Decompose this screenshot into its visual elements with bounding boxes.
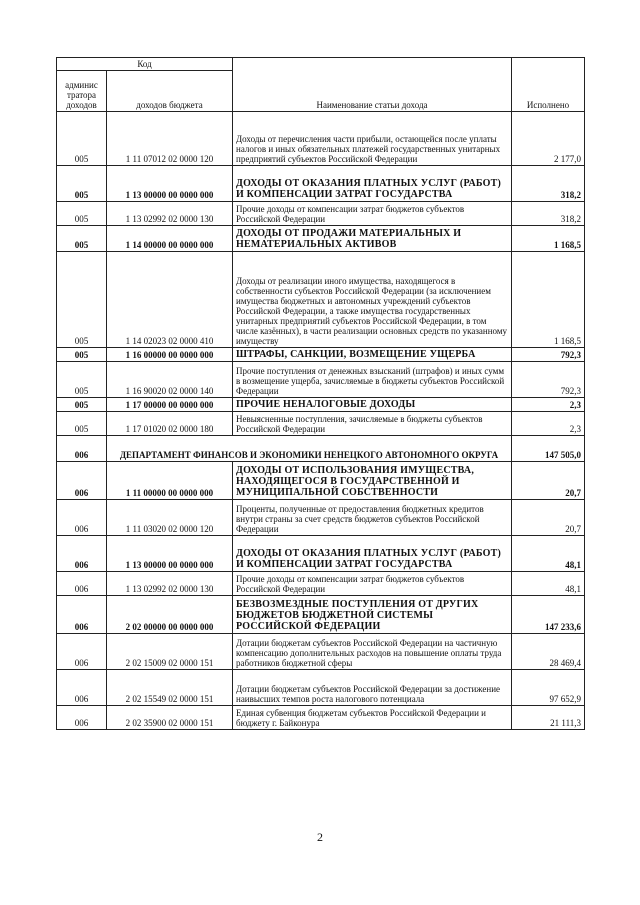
income-code-cell: 1 13 02992 02 0000 130 <box>107 202 233 226</box>
admin-code-cell: 005 <box>57 252 107 348</box>
header-name: Наименование статьи дохода <box>233 58 512 112</box>
admin-code-cell: 005 <box>57 202 107 226</box>
income-name-cell: Прочие доходы от компенсации затрат бюджетов субъектов Российской Федерации <box>233 572 512 596</box>
admin-code-cell: 005 <box>57 112 107 166</box>
page-number: 2 <box>317 830 323 844</box>
income-name-cell: ДОХОДЫ ОТ ПРОДАЖИ МАТЕРИАЛЬНЫХ И НЕМАТЕРИАЛЬНЫХ АКТИВОВ <box>233 226 512 252</box>
income-name-cell: Невыясненные поступления, зачисляемые в бюджеты субъектов Российской Федерации <box>233 412 512 436</box>
income-name-cell: Дотации бюджетам субъектов Российской Федерации на частичную компенсацию дополнительных расходов на повышение оплаты труда работников бюджетной сферы <box>233 634 512 670</box>
admin-code-cell: 006 <box>57 670 107 706</box>
admin-code-cell: 006 <box>57 436 107 462</box>
table-row <box>57 398 585 412</box>
table-row <box>57 596 585 634</box>
admin-code-cell: 005 <box>57 412 107 436</box>
admin-code-cell: 006 <box>57 462 107 500</box>
income-code-cell: 1 16 00000 00 0000 000 <box>107 348 233 362</box>
admin-code-cell: 006 <box>57 634 107 670</box>
income-name-cell: Дотации бюджетам субъектов Российской Федерации за достижение наивысших темпов роста налогового потенциала <box>233 670 512 706</box>
income-name-cell: ДОХОДЫ ОТ ОКАЗАНИЯ ПЛАТНЫХ УСЛУГ (РАБОТ) И КОМПЕНСАЦИИ ЗАТРАТ ГОСУДАРСТВА <box>233 536 512 572</box>
table-row-department <box>57 436 585 462</box>
income-code-cell: 1 11 00000 00 0000 000 <box>107 462 233 500</box>
income-code-cell: 1 17 00000 00 0000 000 <box>107 398 233 412</box>
admin-code-cell: 005 <box>57 166 107 202</box>
table-row <box>57 252 585 348</box>
executed-value-cell: 20,7 <box>512 462 585 500</box>
table-row <box>57 462 585 500</box>
table-row <box>57 706 585 730</box>
income-code-cell: 1 11 03020 02 0000 120 <box>107 500 233 536</box>
income-name-cell: ШТРАФЫ, САНКЦИИ, ВОЗМЕЩЕНИЕ УЩЕРБА <box>233 348 512 362</box>
income-code-cell: 1 13 00000 00 0000 000 <box>107 166 233 202</box>
executed-value-cell: 20,7 <box>512 500 585 536</box>
table-row <box>57 412 585 436</box>
income-name-cell: Доходы от реализации иного имущества, находящегося в собственности субъектов Российской Федерации (за исключением имущества бюджетных и автономных учреждений субъектов Российской Федерации, а также имущества государственных унитарных предприятий субъектов Российской Федерации, в том числе казённых), в части реализации основных средств по указанному имуществу <box>233 252 512 348</box>
table-row <box>57 226 585 252</box>
executed-value-cell: 1 168,5 <box>512 226 585 252</box>
admin-code-cell: 005 <box>57 362 107 398</box>
table-header <box>57 58 585 112</box>
executed-value-cell: 792,3 <box>512 362 585 398</box>
header-code: Код <box>57 58 233 71</box>
income-name-cell: БЕЗВОЗМЕЗДНЫЕ ПОСТУПЛЕНИЯ ОТ ДРУГИХ БЮДЖЕТОВ БЮДЖЕТНОЙ СИСТЕМЫ РОССИЙСКОЙ ФЕДЕРАЦИИ <box>233 596 512 634</box>
table-row <box>57 500 585 536</box>
admin-code-cell: 005 <box>57 226 107 252</box>
income-code-cell: 1 16 90020 02 0000 140 <box>107 362 233 398</box>
table-row <box>57 670 585 706</box>
income-name-cell: ПРОЧИЕ НЕНАЛОГОВЫЕ ДОХОДЫ <box>233 398 512 412</box>
executed-value-cell: 318,2 <box>512 166 585 202</box>
income-code-cell: 1 11 07012 02 0000 120 <box>107 112 233 166</box>
income-name-cell: Проценты, полученные от предоставления бюджетных кредитов внутри страны за счет средств бюджетов субъектов Российской Федерации <box>233 500 512 536</box>
executed-value-cell: 21 111,3 <box>512 706 585 730</box>
income-name-cell: Доходы от перечисления части прибыли, остающейся после уплаты налогов и иных обязательных платежей государственных унитарных предприятий субъектов Российской Федерации <box>233 112 512 166</box>
header-executed: Исполнено <box>512 58 585 112</box>
executed-value-cell: 48,1 <box>512 536 585 572</box>
executed-value-cell: 28 469,4 <box>512 634 585 670</box>
admin-code-cell: 006 <box>57 572 107 596</box>
income-code-cell: 2 02 15009 02 0000 151 <box>107 634 233 670</box>
executed-value-cell: 48,1 <box>512 572 585 596</box>
income-code-cell: 1 14 02023 02 0000 410 <box>107 252 233 348</box>
table-body <box>57 112 585 730</box>
header-admin: админис тратора доходов <box>57 71 107 112</box>
admin-code-cell: 006 <box>57 706 107 730</box>
table-row <box>57 202 585 226</box>
table-row <box>57 634 585 670</box>
table-row <box>57 348 585 362</box>
executed-value-cell: 318,2 <box>512 202 585 226</box>
income-name-cell: Единая субвенция бюджетам субъектов Российской Федерации и бюджету г. Байконура <box>233 706 512 730</box>
executed-value-cell: 97 652,9 <box>512 670 585 706</box>
income-code-cell: 1 14 00000 00 0000 000 <box>107 226 233 252</box>
admin-code-cell: 006 <box>57 500 107 536</box>
income-code-cell: 1 13 00000 00 0000 000 <box>107 536 233 572</box>
income-name-cell: ДОХОДЫ ОТ ИСПОЛЬЗОВАНИЯ ИМУЩЕСТВА, НАХОДЯЩЕГОСЯ В ГОСУДАРСТВЕННОЙ И МУНИЦИПАЛЬНОЙ СОБСТВЕННОСТИ <box>233 462 512 500</box>
income-code-cell: 1 17 01020 02 0000 180 <box>107 412 233 436</box>
income-name-cell: Прочие поступления от денежных взысканий (штрафов) и иных сумм в возмещение ущерба, зачисляемые в бюджеты субъектов Российской Федерации <box>233 362 512 398</box>
executed-value-cell: 147 233,6 <box>512 596 585 634</box>
table-row <box>57 572 585 596</box>
admin-code-cell: 006 <box>57 536 107 572</box>
executed-value-cell: 147 505,0 <box>512 436 585 462</box>
admin-code-cell: 005 <box>57 398 107 412</box>
table-row <box>57 166 585 202</box>
department-name-cell: ДЕПАРТАМЕНТ ФИНАНСОВ И ЭКОНОМИКИ НЕНЕЦКОГО АВТОНОМНОГО ОКРУГА <box>107 436 512 462</box>
income-name-cell: Прочие доходы от компенсации затрат бюджетов субъектов Российской Федерации <box>233 202 512 226</box>
admin-code-cell: 005 <box>57 348 107 362</box>
executed-value-cell: 2,3 <box>512 412 585 436</box>
executed-value-cell: 2 177,0 <box>512 112 585 166</box>
executed-value-cell: 2,3 <box>512 398 585 412</box>
income-name-cell: ДОХОДЫ ОТ ОКАЗАНИЯ ПЛАТНЫХ УСЛУГ (РАБОТ) И КОМПЕНСАЦИИ ЗАТРАТ ГОСУДАРСТВА <box>233 166 512 202</box>
executed-value-cell: 1 168,5 <box>512 252 585 348</box>
admin-code-cell: 006 <box>57 596 107 634</box>
income-code-cell: 2 02 00000 00 0000 000 <box>107 596 233 634</box>
income-code-cell: 2 02 15549 02 0000 151 <box>107 670 233 706</box>
executed-value-cell: 792,3 <box>512 348 585 362</box>
income-code-cell: 2 02 35900 02 0000 151 <box>107 706 233 730</box>
header-income: доходов бюджета <box>107 71 233 112</box>
table-row <box>57 362 585 398</box>
income-table <box>56 57 585 730</box>
table-row <box>57 536 585 572</box>
income-code-cell: 1 13 02992 02 0000 130 <box>107 572 233 596</box>
table-row <box>57 112 585 166</box>
